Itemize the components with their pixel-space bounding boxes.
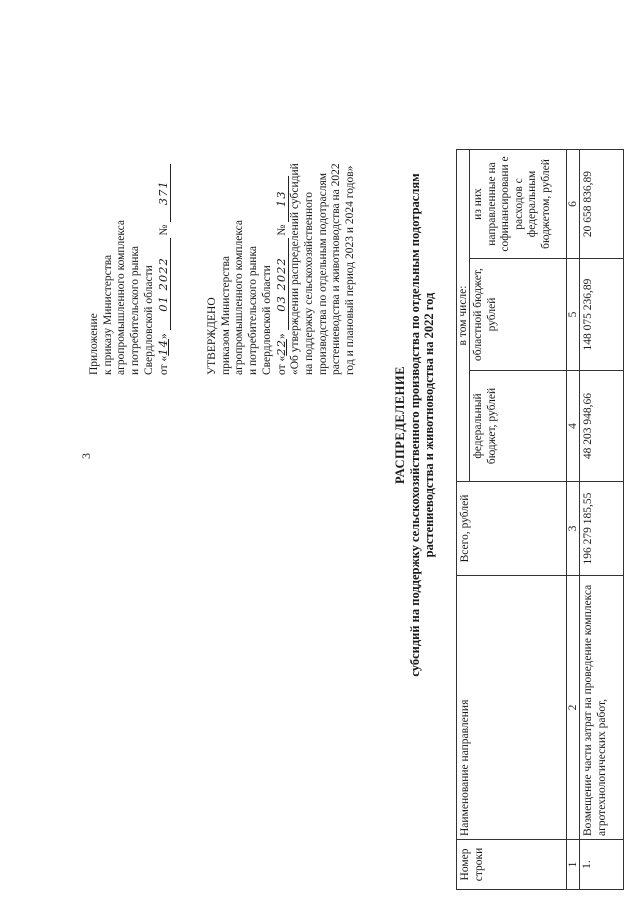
title-line: субсидий на поддержку сельскохозяйственного производства по отдельным подотраслям (407, 173, 422, 677)
distribution-table (456, 149, 624, 890)
column-number: 1 (567, 840, 580, 890)
approved-block (206, 45, 358, 375)
order-title-line: на поддержку сельскохозяйственного (302, 191, 315, 375)
handwritten-date: 03 2022 (275, 238, 290, 330)
row-cofinance: 20 658 836,89 (580, 150, 624, 259)
appendix-line: Свердловской области (142, 265, 155, 375)
appendix-line: и потребительского рынка (129, 246, 142, 375)
handwritten-number: 13 (275, 176, 290, 222)
appendix-line: к приказу Министерства (101, 254, 114, 375)
header-regional-budget: областной бюджет, рублей (470, 259, 567, 371)
column-number: 5 (567, 259, 580, 371)
approved-line: приказом Министерства (219, 256, 232, 375)
approved-line: и потребительского рынка (247, 246, 260, 375)
header-row-number: Номер строки (457, 840, 567, 890)
title-main: РАСПРЕДЕЛЕНИЕ (393, 366, 407, 484)
header-including: в том числе: (457, 150, 470, 482)
order-title-line: «Об утверждении распределений субсидий (289, 163, 302, 375)
approved-line: Свердловской области (260, 265, 273, 375)
column-number: 6 (567, 150, 580, 259)
page-number: 3 (79, 453, 93, 459)
column-number: 3 (567, 482, 580, 576)
handwritten-number: 371 (157, 164, 172, 222)
document-title (393, 145, 437, 705)
handwritten-date: 01 2022 (157, 238, 172, 330)
table-row (580, 150, 624, 890)
date-mid: » (157, 330, 170, 340)
order-title-line: год и плановый период 2023 и 2024 годов» (344, 165, 357, 375)
order-title-line: производства по отдельным подотраслям (316, 172, 329, 375)
handwritten-day: 22 (273, 339, 288, 356)
header-total: Всего, рублей (457, 482, 567, 576)
number-label: № (157, 221, 170, 239)
order-title-line: растениеводства и животноводства на 2022 (330, 163, 343, 375)
handwritten-day: 14 (155, 339, 170, 356)
column-number: 2 (567, 576, 580, 840)
row-number: 1. (580, 840, 624, 890)
column-number: 4 (567, 371, 580, 482)
approved-date-line (275, 45, 290, 375)
row-federal: 48 203 948,66 (580, 371, 624, 482)
header-direction-name: Наименование направления (457, 576, 567, 840)
title-line: растениеводства и животноводства на 2022 год (422, 292, 436, 558)
row-regional: 148 075 236,89 (580, 259, 624, 371)
appendix-block (88, 55, 171, 375)
number-label: № (275, 221, 288, 239)
date-mid: » (275, 330, 288, 340)
appendix-line: агропромышленного комплекса (115, 219, 128, 375)
row-direction-name: Возмещение части затрат на проведение комплекса агротехнологических работ, (580, 576, 624, 840)
date-prefix: от « (275, 355, 288, 375)
row-total: 196 279 185,55 (580, 482, 624, 576)
approved-line: УТВЕРЖДЕНО (206, 297, 218, 375)
approved-line: агропромышленного комплекса (233, 219, 246, 375)
header-cofinancing: из них направленные на софинансировани е расходов с федеральным бюджетом, рублей (470, 150, 567, 259)
date-prefix: от « (157, 355, 170, 375)
header-federal-budget: федеральный бюджет, рублей (470, 371, 567, 482)
appendix-date-line (157, 55, 172, 375)
appendix-line: Приложение (88, 313, 100, 375)
